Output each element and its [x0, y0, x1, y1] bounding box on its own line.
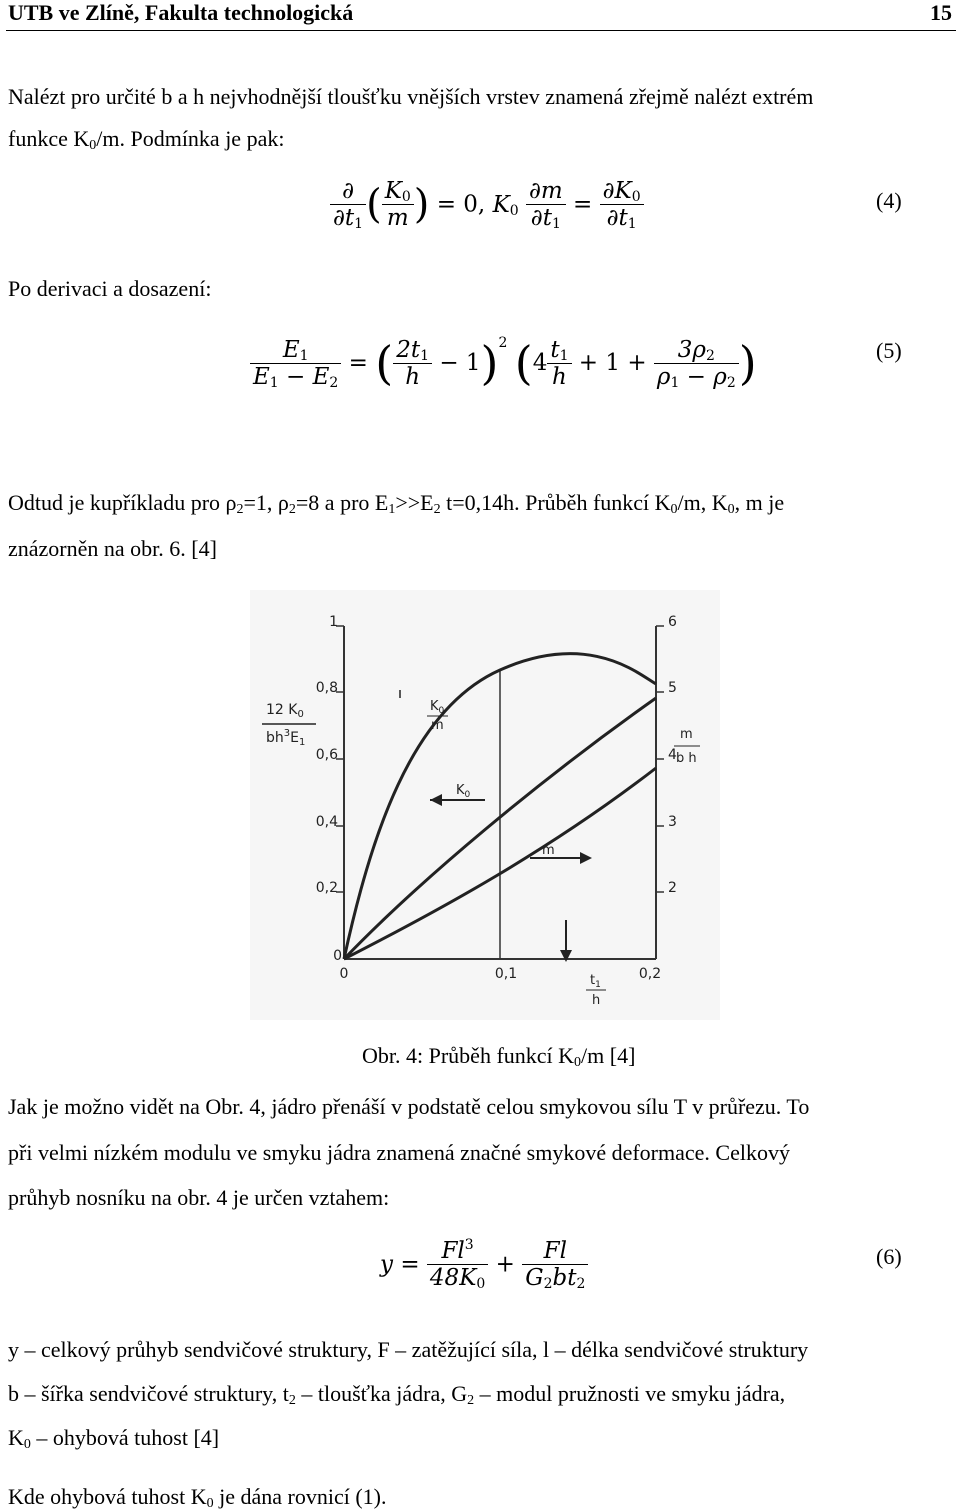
right-tick-label: 6	[668, 614, 677, 630]
right-tick-label: 3	[668, 814, 677, 830]
equation-6: y = $\frac{Fl^3}{48K_0}$ + $\frac{Fl}{G_2bt_2}$	[380, 1238, 588, 1291]
paragraph-line: Po derivaci a dosazení:	[8, 276, 212, 301]
figure-graph	[250, 590, 720, 1020]
page-number: 15	[930, 0, 952, 25]
m-curve-label: m	[542, 843, 555, 858]
svg-text:K0: $K_0$	[430, 699, 445, 716]
paragraph-line: $K_0$ – ohybová tuhost [4]	[8, 1425, 220, 1452]
x-tick-label: 0,2	[638, 966, 662, 982]
svg-text:b h: b h	[676, 751, 697, 766]
paragraph-line: Odtud je kupříkladu pro $\rho_2=1$, $\rho_2=8$ a pro $E_1>>E_2$ t=0,14h. Průběh funkcí $K_0/m$, $K_0$, m je	[8, 490, 785, 517]
paragraph-line: y – celkový průhyb sendvičové struktury, F – zatěžující síla, l – délka sendvičové struktury	[8, 1337, 809, 1362]
svg-text:t1: $t_1$	[590, 973, 601, 990]
k0-curve-label: $K_0$	[456, 783, 471, 800]
right-tick-label: 4	[668, 747, 677, 763]
equation-number: (5)	[876, 338, 902, 363]
x-tick-label: 0,1	[494, 966, 518, 982]
left-tick-label: 0,6	[315, 747, 338, 763]
equation-4: $\frac{\partial}{\partial t_1}$ ( $\frac{K_0}{m}$ ) = 0, $K_0$ $\frac{\partial m}{\partial t_1}$ = $\frac{\partial K_0}{\partial t_1}$	[330, 178, 644, 231]
svg-text:h: h	[592, 993, 601, 1008]
paragraph-line: Kde ohybová tuhost $K_0$ je dána rovnicí (1).	[8, 1484, 387, 1511]
paragraph-line: b – šířka sendvičové struktury, $t_2$ – tloušťka jádra, $G_2$ – modul pružnosti ve smyku jádra,	[8, 1381, 786, 1408]
left-tick-label: 1	[329, 614, 338, 630]
left-tick-label: 0,8	[315, 680, 338, 696]
paragraph-line: znázorněn na obr. 6. [4]	[8, 536, 217, 561]
svg-text:m: m	[431, 718, 444, 733]
equation-number: (6)	[876, 1244, 902, 1269]
svg-text:bh3E1: $bh^3E_1$	[266, 728, 306, 748]
left-tick-label: 0,2	[315, 880, 338, 896]
paragraph-line: Jak je možno vidět na Obr. 4, jádro přenáší v podstatě celou smykovou sílu T v průřezu. To	[8, 1094, 810, 1119]
paragraph-line: průhyb nosníku na obr. 4 je určen vztahem:	[8, 1185, 390, 1210]
header-rule	[6, 30, 956, 31]
svg-text:m: m	[680, 727, 693, 742]
right-tick-label: 5	[668, 680, 677, 696]
right-tick-label: 2	[668, 880, 677, 896]
svg-text:12 K0: 12 $K_0$	[266, 702, 304, 720]
header-title: UTB ve Zlíně, Fakulta technologická	[8, 0, 354, 25]
paragraph-line: funkce $K_0/m$. Podmínka je pak:	[8, 126, 285, 153]
left-tick-label: 0,4	[315, 814, 338, 830]
equation-5: $\frac{E_1}{E_1 - E_2}$ = ( $\frac{2t_1}{h}$ − 1)$^2$ (4 $\frac{t_1}{h}$ + 1 + $\frac{3\rho_2}{\rho_1 - \rho_2}$ )	[250, 336, 757, 390]
figure-caption: Obr. 4: Průběh funkcí $K_0/m$ [4]	[362, 1043, 636, 1070]
equation-number: (4)	[876, 188, 902, 213]
x-tick-label: 0	[339, 966, 349, 982]
left-tick-label: 0	[333, 948, 342, 964]
paragraph-line: při velmi nízkém modulu ve smyku jádra znamená značné smykové deformace. Celkový	[8, 1140, 790, 1165]
paragraph-line: Nalézt pro určité b a h nejvhodnější tloušťku vnějších vrstev znamená zřejmě nalézt extrém	[8, 84, 814, 109]
